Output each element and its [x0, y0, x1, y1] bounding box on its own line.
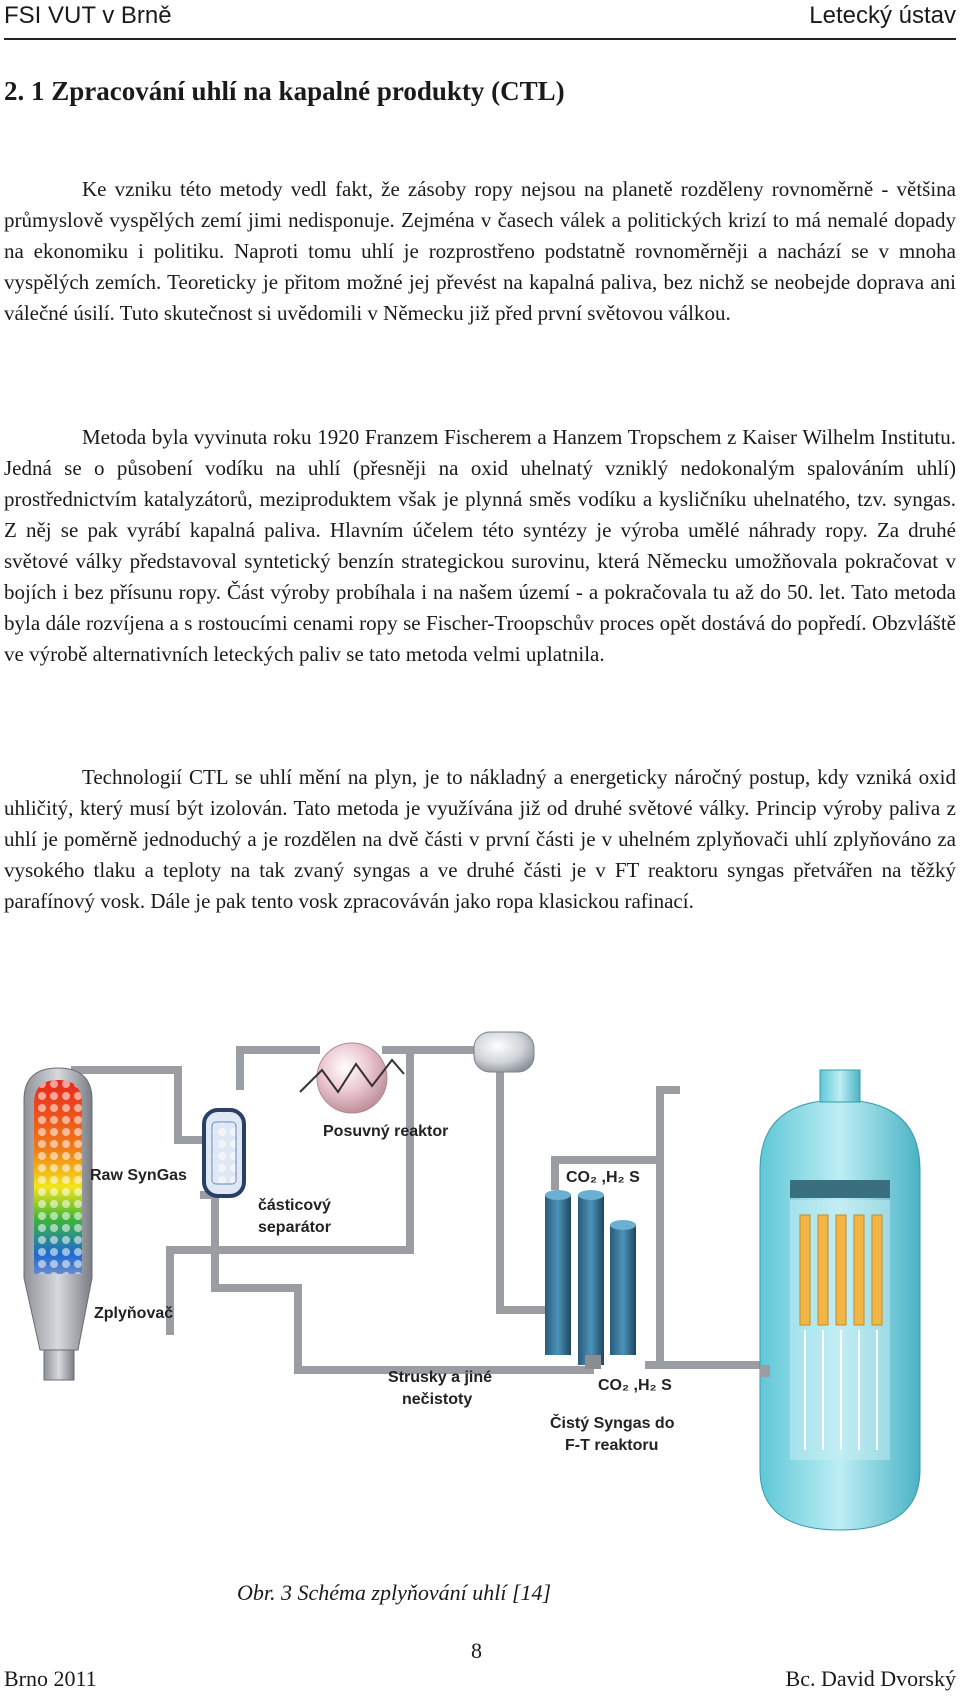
label-acid-gas-bottom: CO₂ ,H₂ S — [598, 1377, 672, 1394]
gasifier — [24, 1068, 92, 1380]
ft-reactor — [760, 1070, 920, 1530]
page-number: 8 — [471, 1638, 482, 1663]
header-rule — [4, 38, 956, 40]
label-acid-gas-top: CO₂ ,H₂ S — [566, 1169, 640, 1186]
label-slag-line2: nečistoty — [402, 1391, 473, 1408]
label-separator-line1: částicový — [258, 1197, 331, 1214]
footer-author: Bc. David Dvorský — [785, 1666, 956, 1691]
label-clean-syngas-line2: F-T reaktoru — [565, 1437, 659, 1454]
label-shift-reactor: Posuvný reaktor — [323, 1123, 449, 1140]
paragraph-1: Ke vzniku této metody vedl fakt, že zásoby ropy nejsou na planetě rozděleny rovnoměrně - většina průmyslově vyspělých zemí jimi nedisponuje. Zejména v časech válek a politických krizí to má nemalé dopady na ekonomiku i politiku. Naproti tomu uhlí je rozprostřeno podstatně rovnoměrněji a nachází se v mnoha vyspělých zemích. Teoreticky je přitom možné jej převést na kapalná paliva, bez nichž se neobejde doprava ani válečné úsilí. Tuto skutečnost si uvědomili v Německu již před první světovou válkou. — [4, 177, 956, 325]
gasification-schematic — [0, 1030, 960, 1550]
header-department: Letecký ústav — [809, 2, 956, 29]
label-gasifier: Zplyňovač — [94, 1305, 174, 1322]
absorber-columns — [545, 1190, 636, 1369]
label-slag-line1: Strusky a jiné — [388, 1369, 493, 1386]
paragraph-2: Metoda byla vyvinuta roku 1920 Franzem Fischerem a Hanzem Tropschem z Kaiser Wilhelm Institutu. Jedná se o působení vodíku na uhlí (přesněji na oxid uhelnatý vzniklý nedokonalým spalováním uhlí) prostřednictvím katalyzátorů, meziproduktem však je plynná směs vodíku a kysličníku uhelnatého, tzv. syngas. Z něj se pak vyrábí kapalná paliva. Hlavním účelem této syntézy je výroba umělé náhrady ropy. Za druhé světové války představoval syntetický benzín strategickou surovinu, která Německu umožňovala pokračovat v bojích i bez přísunu ropy. Část výroby probíhala i na našem území - a pokračovala tu až do 50. let. Tato metoda byla dále rozvíjena a s rostoucími cenami ropy se Fischer-Troopschův proces opět dostává do popředí. Obzvláště ve výrobě alternativních leteckých paliv se tato metoda velmi uplatnila. — [4, 425, 956, 666]
paragraph-3: Technologií CTL se uhlí mění na plyn, je to nákladný a energeticky náročný postup, kdy vzniká oxid uhličitý, který musí být izolován. Tato metoda je využívána již od druhé světové války. Princip výroby paliva z uhlí je poměrně jednoduchý a je rozdělen na dvě části v první části je v uhelném zplyňovači uhlí zplyňováno za vysokého tlaku a teploty na tak zvaný syngas a ve druhé části je v FT reaktoru syngas přetvářen na těžký parafínový vosk. Dále je pak tento vosk zpracováván jako ropa klasickou rafinací. — [4, 765, 956, 913]
label-clean-syngas-line1: Čistý Syngas do — [550, 1415, 675, 1432]
figure-caption: Obr. 3 Schéma zplyňování uhlí [14] — [237, 1580, 552, 1605]
particle-separator — [204, 1110, 244, 1196]
section-heading: 2. 1 Zpracování uhlí na kapalné produkty (CTL) — [4, 76, 565, 106]
schematic-svg — [0, 1030, 960, 1550]
header-institution: FSI VUT v Brně — [4, 2, 172, 29]
acid-gas-vessel — [474, 1032, 534, 1072]
page-header — [0, 0, 960, 40]
footer-location-year: Brno 2011 — [4, 1666, 97, 1691]
label-raw-syngas: Raw SynGas — [90, 1167, 187, 1184]
label-separator-line2: separátor — [258, 1219, 331, 1236]
